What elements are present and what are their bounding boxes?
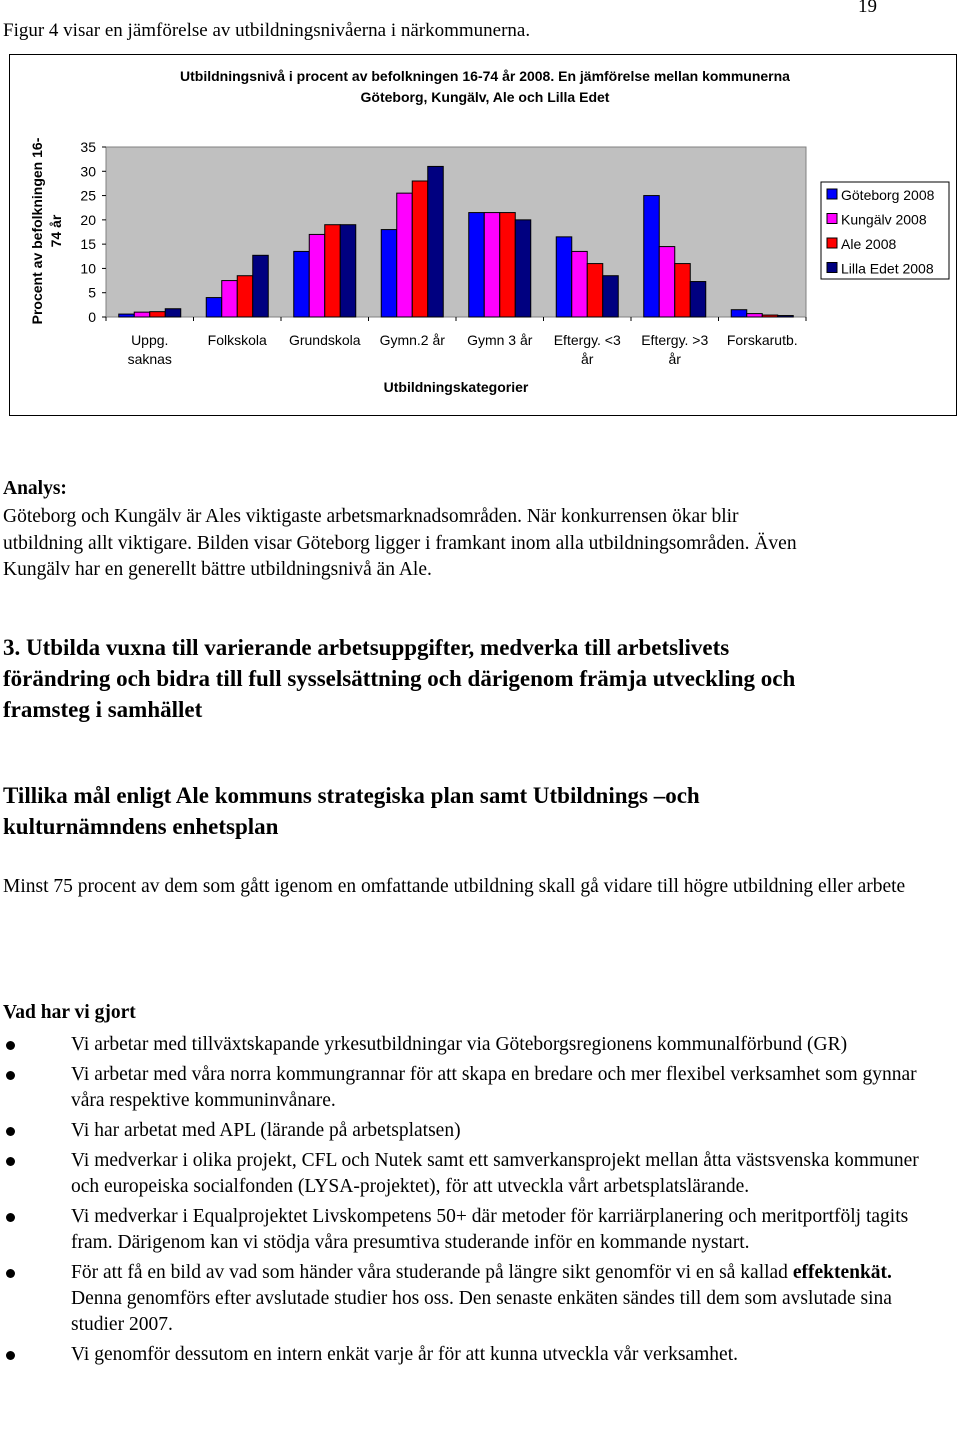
legend-swatch (827, 214, 837, 224)
goal-3-line: förändring och bidra till full sysselsättning och därigenom främja utveckling och (3, 666, 796, 691)
bar (731, 310, 747, 317)
x-tick-label: år (668, 351, 681, 367)
list-item (0, 1062, 930, 1114)
bar (119, 314, 135, 317)
y-tick-label: 20 (80, 211, 96, 228)
bar (644, 196, 660, 317)
bar (206, 298, 222, 317)
bar (469, 213, 485, 317)
bar (747, 314, 763, 317)
list-item-text-post: Denna genomförs efter avslutade studier hos oss. Den senaste enkäten sändes till dem som avslutade sina studier 2007. (71, 1287, 892, 1335)
x-axis-label: Utbildningskategorier (383, 379, 529, 395)
x-tick-label: Grundskola (288, 332, 361, 348)
analys-heading: Analys: (3, 478, 67, 499)
bar (134, 312, 150, 317)
chart-title: Göteborg, Kungälv, Ale och Lilla Edet (360, 89, 610, 105)
list-item-text-bold: effektenkät. (792, 1261, 892, 1283)
bar (484, 213, 500, 317)
vad-heading: Vad har vi gjort (3, 1002, 136, 1023)
bar (587, 264, 603, 317)
figure-intro-text: Figur 4 visar en jämförelse av utbildningsnivåerna i närkommunerna. (3, 20, 531, 41)
goal-3-heading (3, 632, 795, 725)
bullet-icon (6, 1071, 15, 1080)
goal-3-line: framsteg i samhället (3, 697, 203, 722)
legend-swatch (827, 189, 837, 199)
bar (309, 234, 325, 317)
bar (762, 315, 778, 317)
bar (778, 316, 794, 317)
bar-chart (10, 55, 958, 417)
bullet-icon (6, 1213, 15, 1222)
y-tick-label: 0 (88, 309, 96, 325)
y-axis-label: 74 år (48, 214, 64, 248)
minst-goal-text: Minst 75 procent av dem som gått igenom en omfattande utbildning skall gå vidare till högre utbildning eller arbete (3, 876, 906, 897)
y-tick-label: 10 (80, 260, 96, 277)
page-number: 19 (858, 0, 877, 17)
tillika-heading (3, 780, 700, 842)
x-tick-label: saknas (127, 351, 172, 367)
chart-container (9, 54, 957, 416)
tillika-line: Tillika mål enligt Ale kommuns strategiska plan samt Utbildnings –och (3, 783, 700, 808)
tillika-line: kulturnämndens enhetsplan (3, 814, 279, 839)
bullet-icon (6, 1041, 15, 1050)
bar (515, 220, 531, 317)
list-item-text: Vi medverkar i Equalprojektet Livskompetens 50+ där metoder för karriärplanering och meritportfölj tagits fram. Därigenom kan vi stödja våra presumtiva studerande inför en kommande nystart. (71, 1205, 909, 1253)
list-item-text: Vi har arbetat med APL (lärande på arbetsplatsen) (71, 1119, 461, 1141)
bar (150, 312, 166, 317)
bar (428, 166, 444, 317)
analys-text (3, 504, 797, 584)
bar (381, 230, 397, 317)
list-item-text: Vi genomför dessutom en intern enkät varje år för att kunna utveckla vår verksamhet. (71, 1343, 739, 1365)
goal-3-line: 3. Utbilda vuxna till varierande arbetsuppgifter, medverka till arbetslivets (3, 635, 730, 660)
list-item-text: Vi medverkar i olika projekt, CFL och Nutek samt ett samverkansprojekt mellan åtta västsvenska kommuner och europeiska socialfonden (LYSA-projektet), för att utveckla vårt arbetsplatslärande. (71, 1149, 919, 1197)
x-tick-label: år (581, 351, 594, 367)
bar (412, 181, 428, 317)
bar (253, 255, 269, 317)
bar (397, 193, 413, 317)
list-item-text: Vi arbetar med våra norra kommungrannar för att skapa en bredare och mer flexibel verksamhet som gynnar våra respektive kommuninvånare. (71, 1063, 917, 1111)
list-item (0, 1148, 930, 1200)
x-tick-label: Uppg. (131, 332, 169, 348)
analys-line: Göteborg och Kungälv är Ales viktigaste arbetsmarknadsområden. När konkurrensen ökar blir (3, 506, 739, 527)
bullet-icon (6, 1269, 15, 1278)
x-tick-label: Folkskola (207, 332, 267, 348)
legend-swatch (827, 238, 837, 248)
x-tick-label: Gymn.2 år (379, 332, 445, 348)
bullet-icon (6, 1127, 15, 1136)
list-item-text: Vi arbetar med tillväxtskapande yrkesutbildningar via Göteborgsregionens kommunalförbund (GR) (71, 1034, 848, 1055)
bar (165, 309, 181, 317)
legend-label: Lilla Edet 2008 (841, 260, 934, 277)
bullet-icon (6, 1157, 15, 1166)
bar (237, 276, 253, 317)
y-tick-label: 35 (80, 139, 96, 155)
bar (603, 276, 619, 317)
y-tick-label: 15 (80, 236, 96, 253)
list-item (0, 1260, 930, 1339)
analys-line: Kungälv har en generellt bättre utbildningsnivå än Ale. (3, 559, 432, 580)
bullet-icon (6, 1351, 15, 1360)
legend-label: Ale 2008 (841, 236, 897, 252)
bar (294, 251, 310, 317)
bar (222, 281, 238, 317)
legend-label: Kungälv 2008 (841, 211, 927, 228)
bar (675, 264, 691, 317)
analys-line: utbildning allt viktigare. Bilden visar Göteborg ligger i framkant inom alla utbildningsområden. Även (3, 532, 797, 554)
y-tick-label: 25 (80, 187, 96, 204)
bar (659, 247, 675, 317)
list-item-text-pre: För att få en bild av vad som händer våra studerande på längre sikt genomför vi en så kallad (71, 1261, 793, 1283)
list-item (0, 1204, 930, 1256)
legend-label: Göteborg 2008 (841, 187, 935, 203)
bar (325, 225, 341, 317)
legend-swatch (827, 263, 837, 273)
y-tick-label: 30 (80, 163, 96, 180)
list-item (0, 1118, 930, 1144)
bar (556, 237, 572, 317)
bar (500, 213, 516, 317)
bar (690, 282, 706, 317)
chart-title: Utbildningsnivå i procent av befolkningen 16-74 år 2008. En jämförelse mellan kommunerna (180, 68, 790, 84)
bar (340, 225, 356, 317)
list-item (0, 1342, 930, 1368)
vad-list (0, 1032, 930, 1372)
bar (572, 251, 588, 317)
x-tick-label: Eftergy. >3 (641, 332, 709, 348)
list-item (0, 1032, 930, 1058)
x-tick-label: Forskarutb. (726, 332, 798, 348)
y-tick-label: 5 (88, 284, 96, 301)
x-tick-label: Eftergy. <3 (553, 332, 621, 348)
x-tick-label: Gymn 3 år (467, 332, 533, 348)
y-axis-label: Procent av befolkningen 16- (29, 137, 45, 325)
